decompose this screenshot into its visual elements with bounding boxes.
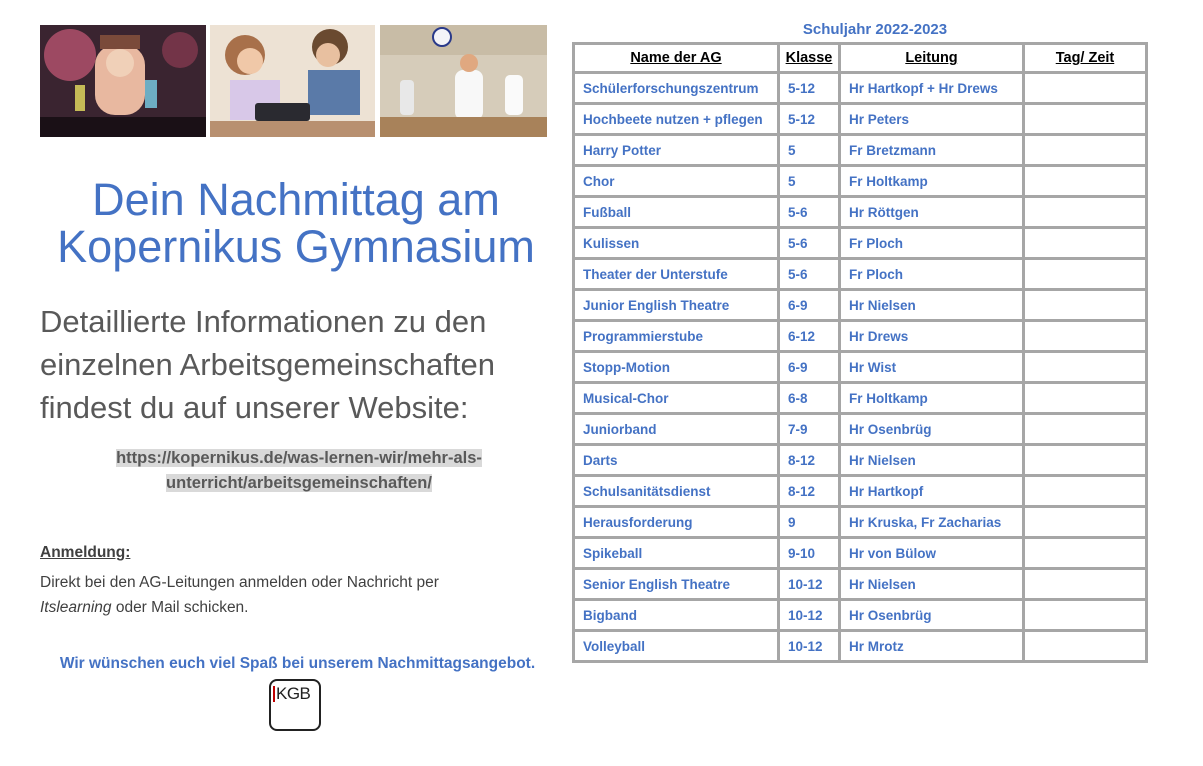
- table-row: [575, 322, 1145, 350]
- leader-cell: Hr Peters: [841, 105, 1022, 133]
- leader-cell: Hr Kruska, Fr Zacharias: [841, 508, 1022, 536]
- ag-name-cell: Schulsanitätsdienst: [575, 477, 777, 505]
- class-cell: 5-6: [780, 260, 838, 288]
- ag-name-cell: Darts: [575, 446, 777, 474]
- logo-accent-bar: [273, 686, 275, 702]
- registration-text-2: oder Mail schicken.: [111, 599, 249, 616]
- ag-name-cell: Schülerforschungszentrum: [575, 74, 777, 102]
- class-cell: 5-12: [780, 105, 838, 133]
- class-cell: 6-9: [780, 353, 838, 381]
- school-year-title: Schuljahr 2022-2023: [802, 21, 948, 38]
- ag-name-cell: Spikeball: [575, 539, 777, 567]
- registration-text-1: Direkt bei den AG-Leitungen anmelden oder Nachricht per: [40, 574, 439, 591]
- day-time-cell: [1025, 353, 1145, 381]
- day-time-cell: [1025, 539, 1145, 567]
- class-cell: 10-12: [780, 570, 838, 598]
- day-time-cell: [1025, 229, 1145, 257]
- day-time-cell: [1025, 105, 1145, 133]
- ag-name-cell: Bigband: [575, 601, 777, 629]
- ag-name-cell: Junior English Theatre: [575, 291, 777, 319]
- day-time-cell: [1025, 198, 1145, 226]
- volleyball-photo: [380, 25, 547, 137]
- ag-name-cell: Stopp-Motion: [575, 353, 777, 381]
- ag-name-cell: Hochbeete nutzen + pflegen: [575, 105, 777, 133]
- day-time-cell: [1025, 167, 1145, 195]
- table-row: [575, 446, 1145, 474]
- table-row: [575, 260, 1145, 288]
- ag-name-cell: Theater der Unterstufe: [575, 260, 777, 288]
- table-row: [575, 74, 1145, 102]
- closing-message: Wir wünschen euch viel Spaß bei unserem Nachmittagsangebot.: [59, 655, 536, 672]
- class-cell: 5-12: [780, 74, 838, 102]
- table-row: [575, 291, 1145, 319]
- table-row: [575, 384, 1145, 412]
- leader-cell: Hr Osenbrüg: [841, 601, 1022, 629]
- table-row: [575, 570, 1145, 598]
- day-time-cell: [1025, 291, 1145, 319]
- table-row: [575, 353, 1145, 381]
- class-cell: 9-10: [780, 539, 838, 567]
- day-time-cell: [1025, 601, 1145, 629]
- info-text: [40, 300, 550, 429]
- ag-name-cell: Volleyball: [575, 632, 777, 660]
- url-line-1[interactable]: https://kopernikus.de/was-lernen-wir/mehr-als-: [116, 449, 482, 467]
- day-time-cell: [1025, 136, 1145, 164]
- class-cell: 5: [780, 136, 838, 164]
- headline-line-1: Dein Nachmittag am: [92, 174, 500, 225]
- class-cell: 10-12: [780, 632, 838, 660]
- registration-platform: Itslearning: [40, 599, 112, 616]
- class-cell: 7-9: [780, 415, 838, 443]
- day-time-cell: [1025, 570, 1145, 598]
- day-time-cell: [1025, 260, 1145, 288]
- day-time-cell: [1025, 508, 1145, 536]
- class-cell: 5-6: [780, 198, 838, 226]
- day-time-cell: [1025, 446, 1145, 474]
- table-row: [575, 601, 1145, 629]
- table-body: [575, 74, 1145, 660]
- class-cell: 9: [780, 508, 838, 536]
- ag-name-cell: Programmierstube: [575, 322, 777, 350]
- leader-cell: Hr Drews: [841, 322, 1022, 350]
- class-cell: 6-12: [780, 322, 838, 350]
- ag-name-cell: Fußball: [575, 198, 777, 226]
- header-class: Klasse: [780, 45, 838, 71]
- headline-line-2: Kopernikus Gymnasium: [57, 221, 535, 272]
- header-day-time: Tag/ Zeit: [1025, 45, 1145, 71]
- info-line-3: findest du auf unserer Website:: [40, 390, 469, 425]
- day-time-cell: [1025, 384, 1145, 412]
- registration-title: Anmeldung:: [40, 544, 131, 561]
- ag-name-cell: Senior English Theatre: [575, 570, 777, 598]
- class-cell: 5: [780, 167, 838, 195]
- leader-cell: Hr Nielsen: [841, 446, 1022, 474]
- leader-cell: Hr Mrotz: [841, 632, 1022, 660]
- class-cell: 6-8: [780, 384, 838, 412]
- leader-cell: Hr Hartkopf + Hr Drews: [841, 74, 1022, 102]
- header-leader: Leitung: [841, 45, 1022, 71]
- table-row: [575, 508, 1145, 536]
- info-line-2: einzelnen Arbeitsgemeinschaften: [40, 347, 495, 382]
- leader-cell: Hr von Bülow: [841, 539, 1022, 567]
- table-row: [575, 415, 1145, 443]
- school-logo: [269, 679, 321, 731]
- leader-cell: Fr Holtkamp: [841, 384, 1022, 412]
- website-link[interactable]: [40, 446, 558, 496]
- class-cell: 8-12: [780, 446, 838, 474]
- class-cell: 6-9: [780, 291, 838, 319]
- ag-name-cell: Kulissen: [575, 229, 777, 257]
- kids-tablets-photo: [210, 25, 375, 137]
- ag-name-cell: Juniorband: [575, 415, 777, 443]
- table-row: [575, 632, 1145, 660]
- class-cell: 8-12: [780, 477, 838, 505]
- day-time-cell: [1025, 74, 1145, 102]
- table-row: [575, 136, 1145, 164]
- table-row: [575, 105, 1145, 133]
- leader-cell: Hr Hartkopf: [841, 477, 1022, 505]
- day-time-cell: [1025, 415, 1145, 443]
- leader-cell: Hr Wist: [841, 353, 1022, 381]
- leader-cell: Hr Röttgen: [841, 198, 1022, 226]
- ag-table: [572, 42, 1148, 663]
- headline: [30, 176, 562, 270]
- leader-cell: Fr Bretzmann: [841, 136, 1022, 164]
- table-row: [575, 477, 1145, 505]
- leader-cell: Hr Nielsen: [841, 570, 1022, 598]
- info-line-1: Detaillierte Informationen zu den: [40, 304, 487, 339]
- day-time-cell: [1025, 632, 1145, 660]
- table-row: [575, 167, 1145, 195]
- header-ag-name: Name der AG: [575, 45, 777, 71]
- ag-name-cell: Musical-Chor: [575, 384, 777, 412]
- day-time-cell: [1025, 477, 1145, 505]
- table-row: [575, 539, 1145, 567]
- table-row: [575, 229, 1145, 257]
- url-line-2[interactable]: unterricht/arbeitsgemeinschaften/: [166, 474, 432, 492]
- science-experiment-photo: [40, 25, 206, 137]
- leader-cell: Hr Osenbrüg: [841, 415, 1022, 443]
- registration-text: [40, 570, 540, 620]
- day-time-cell: [1025, 322, 1145, 350]
- logo-text: KGB: [276, 684, 311, 703]
- table-header-row: [575, 45, 1145, 71]
- ag-name-cell: Herausforderung: [575, 508, 777, 536]
- leader-cell: Hr Nielsen: [841, 291, 1022, 319]
- table-row: [575, 198, 1145, 226]
- leader-cell: Fr Holtkamp: [841, 167, 1022, 195]
- class-cell: 5-6: [780, 229, 838, 257]
- ag-name-cell: Harry Potter: [575, 136, 777, 164]
- ag-name-cell: Chor: [575, 167, 777, 195]
- leader-cell: Fr Ploch: [841, 229, 1022, 257]
- leader-cell: Fr Ploch: [841, 260, 1022, 288]
- class-cell: 10-12: [780, 601, 838, 629]
